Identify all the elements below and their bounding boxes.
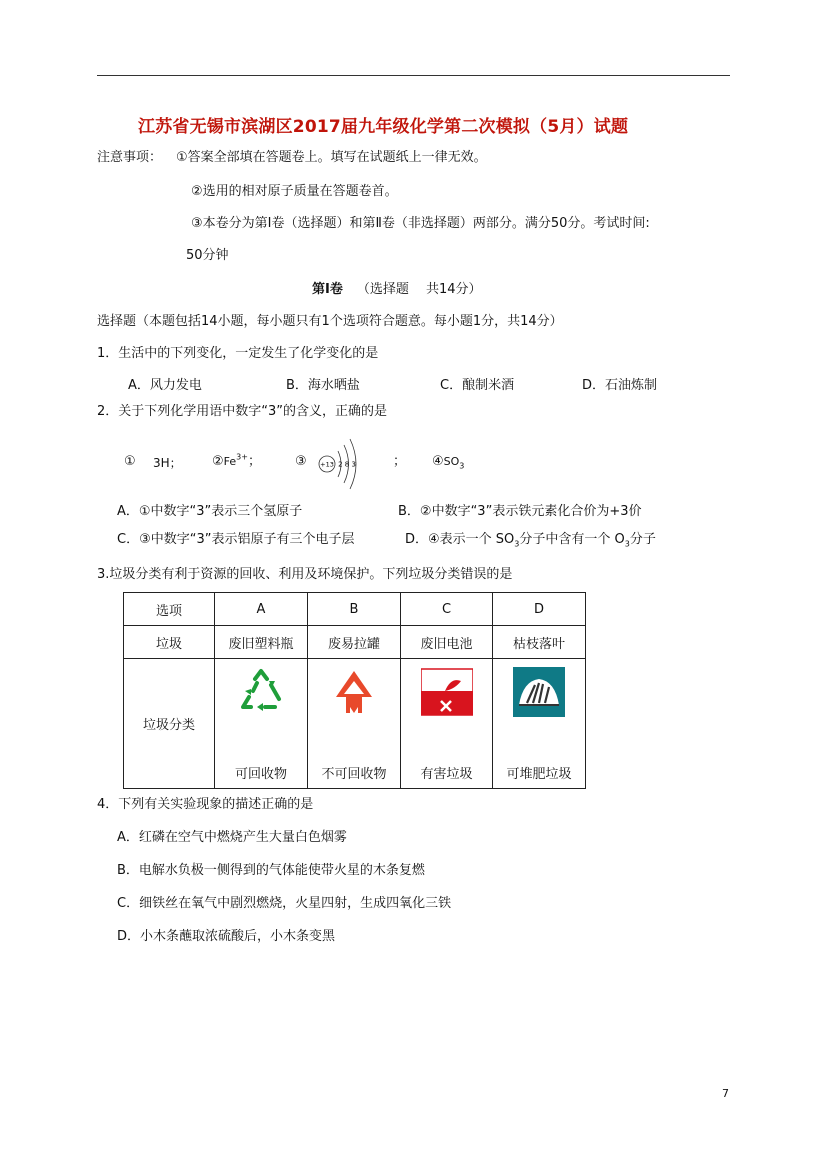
notice-item-3: ③本卷分为第Ⅰ卷（选择题）和第Ⅱ卷（非选择题）两部分。满分50分。考试时间: xyxy=(191,216,650,231)
q1-stem: 1．生活中的下列变化，一定发生了化学变化的是 xyxy=(97,346,379,361)
section-intro: 选择题（本题包括14小题，每小题只有1个选项符合题意。每小题1分，共14分） xyxy=(97,314,563,329)
table-cell: 废旧电池 xyxy=(401,626,493,659)
compost-caption: 可堆肥垃圾 xyxy=(506,767,572,782)
non-recyclable-icon xyxy=(328,667,380,719)
notice-item-2: ②选用的相对原子质量在答题卷首。 xyxy=(191,184,398,199)
q2-expr-1: 3H； xyxy=(153,456,182,470)
q1-option-a: A．风力发电 xyxy=(128,378,202,393)
q2-expr-4-base: SO xyxy=(443,455,460,468)
table-cell xyxy=(215,659,308,789)
table-cell: D xyxy=(493,593,586,626)
non-recyclable-caption: 不可回收物 xyxy=(321,767,387,782)
q2-expr-4 xyxy=(432,454,464,470)
q2-expr-2-num: ② xyxy=(212,454,224,469)
atom-structure-diagram xyxy=(314,435,364,493)
q2-expr-2-base: Fe xyxy=(223,455,237,468)
table-cell: 废易拉罐 xyxy=(308,626,401,659)
table-header-row xyxy=(124,593,586,626)
table-cell: C xyxy=(401,593,493,626)
q1-option-b: B．海水晒盐 xyxy=(286,378,360,393)
table-cell: 枯枝落叶 xyxy=(493,626,586,659)
q2-expr-4-sub: 3 xyxy=(459,461,465,471)
q2-expr-2 xyxy=(212,454,261,470)
table-cell: 废旧塑料瓶 xyxy=(215,626,308,659)
table-cell xyxy=(493,659,586,789)
q2-stem: 2．关于下列化学用语中数字“3”的含义，正确的是 xyxy=(97,404,388,419)
q2-option-d xyxy=(405,532,656,548)
notice-item-1: ①答案全部填在答题卷上。填写在试题纸上一律无效。 xyxy=(176,150,487,165)
table-cell xyxy=(308,659,401,789)
section-subtitle: （选择题 共14分） xyxy=(356,282,482,297)
hazardous-caption: 有害垃圾 xyxy=(420,767,473,782)
table-cell xyxy=(401,659,493,789)
q2-option-c: C．③中数字“3”表示铝原子有三个电子层 xyxy=(117,532,355,547)
compost-icon xyxy=(513,667,565,719)
q3-stem: 3.垃圾分类有利于资源的回收、利用及环境保护。下列垃圾分类错误的是 xyxy=(97,567,513,582)
q1-option-c: C．酿制米酒 xyxy=(440,378,515,393)
q2-option-d-post: 分子 xyxy=(629,532,656,547)
section-title: 第Ⅰ卷 xyxy=(312,282,343,297)
q2-expr-2-sup: 3+ xyxy=(236,452,248,462)
table-row xyxy=(124,659,586,789)
q2-option-d-sub-2: 3 xyxy=(624,539,630,549)
table-cell: B xyxy=(308,593,401,626)
q4-option-d: D．小木条蘸取浓硫酸后，小木条变黑 xyxy=(117,929,336,944)
q4-option-c: C．细铁丝在氧气中剧烈燃烧，火星四射，生成四氧化三铁 xyxy=(117,896,452,911)
q2-expr-3-num: ③ xyxy=(295,454,307,469)
header-rule xyxy=(97,75,730,76)
q2-option-d-pre: D．④表示一个 SO xyxy=(405,532,515,547)
atom-nucleus-label: +13 xyxy=(320,460,334,469)
waste-classification-table xyxy=(123,592,586,789)
table-row xyxy=(124,626,586,659)
q2-option-b: B．②中数字“3”表示铁元素化合价为+3价 xyxy=(398,504,642,519)
q2-option-d-sub-1: 3 xyxy=(514,539,520,549)
q4-option-a: A．红磷在空气中燃烧产生大量白色烟雾 xyxy=(117,830,347,845)
q2-expr-4-num: ④ xyxy=(432,454,444,469)
q2-option-d-mid: 分子中含有一个 O xyxy=(519,532,625,547)
q2-expr-1-num: ① xyxy=(124,454,136,469)
section-heading xyxy=(312,282,482,298)
notice-label: 注意事项： xyxy=(97,150,163,165)
recycle-icon xyxy=(235,667,287,719)
page-number: 7 xyxy=(722,1087,729,1100)
atom-shells-label: 2 8 3 xyxy=(338,460,356,469)
table-cell: 垃圾 xyxy=(124,626,215,659)
q4-option-b: B．电解水负极一侧得到的气体能使带火星的木条复燃 xyxy=(117,863,425,878)
q2-expr-3-end: ； xyxy=(393,454,407,469)
q1-option-d: D．石油炼制 xyxy=(582,378,658,393)
hazardous-waste-icon xyxy=(421,667,473,719)
table-cell: 选项 xyxy=(124,593,215,626)
recyclable-caption: 可回收物 xyxy=(234,767,287,782)
q4-stem: 4．下列有关实验现象的描述正确的是 xyxy=(97,797,314,812)
q2-option-a: A．①中数字“3”表示三个氢原子 xyxy=(117,504,303,519)
page-title: 江苏省无锡市滨湖区2017届九年级化学第二次模拟（5月）试题 xyxy=(138,117,629,137)
q2-expr-2-end: ； xyxy=(247,454,261,469)
table-cell: A xyxy=(215,593,308,626)
notice-item-3-cont: 50分钟 xyxy=(186,248,229,263)
table-cell: 垃圾分类 xyxy=(124,659,215,789)
